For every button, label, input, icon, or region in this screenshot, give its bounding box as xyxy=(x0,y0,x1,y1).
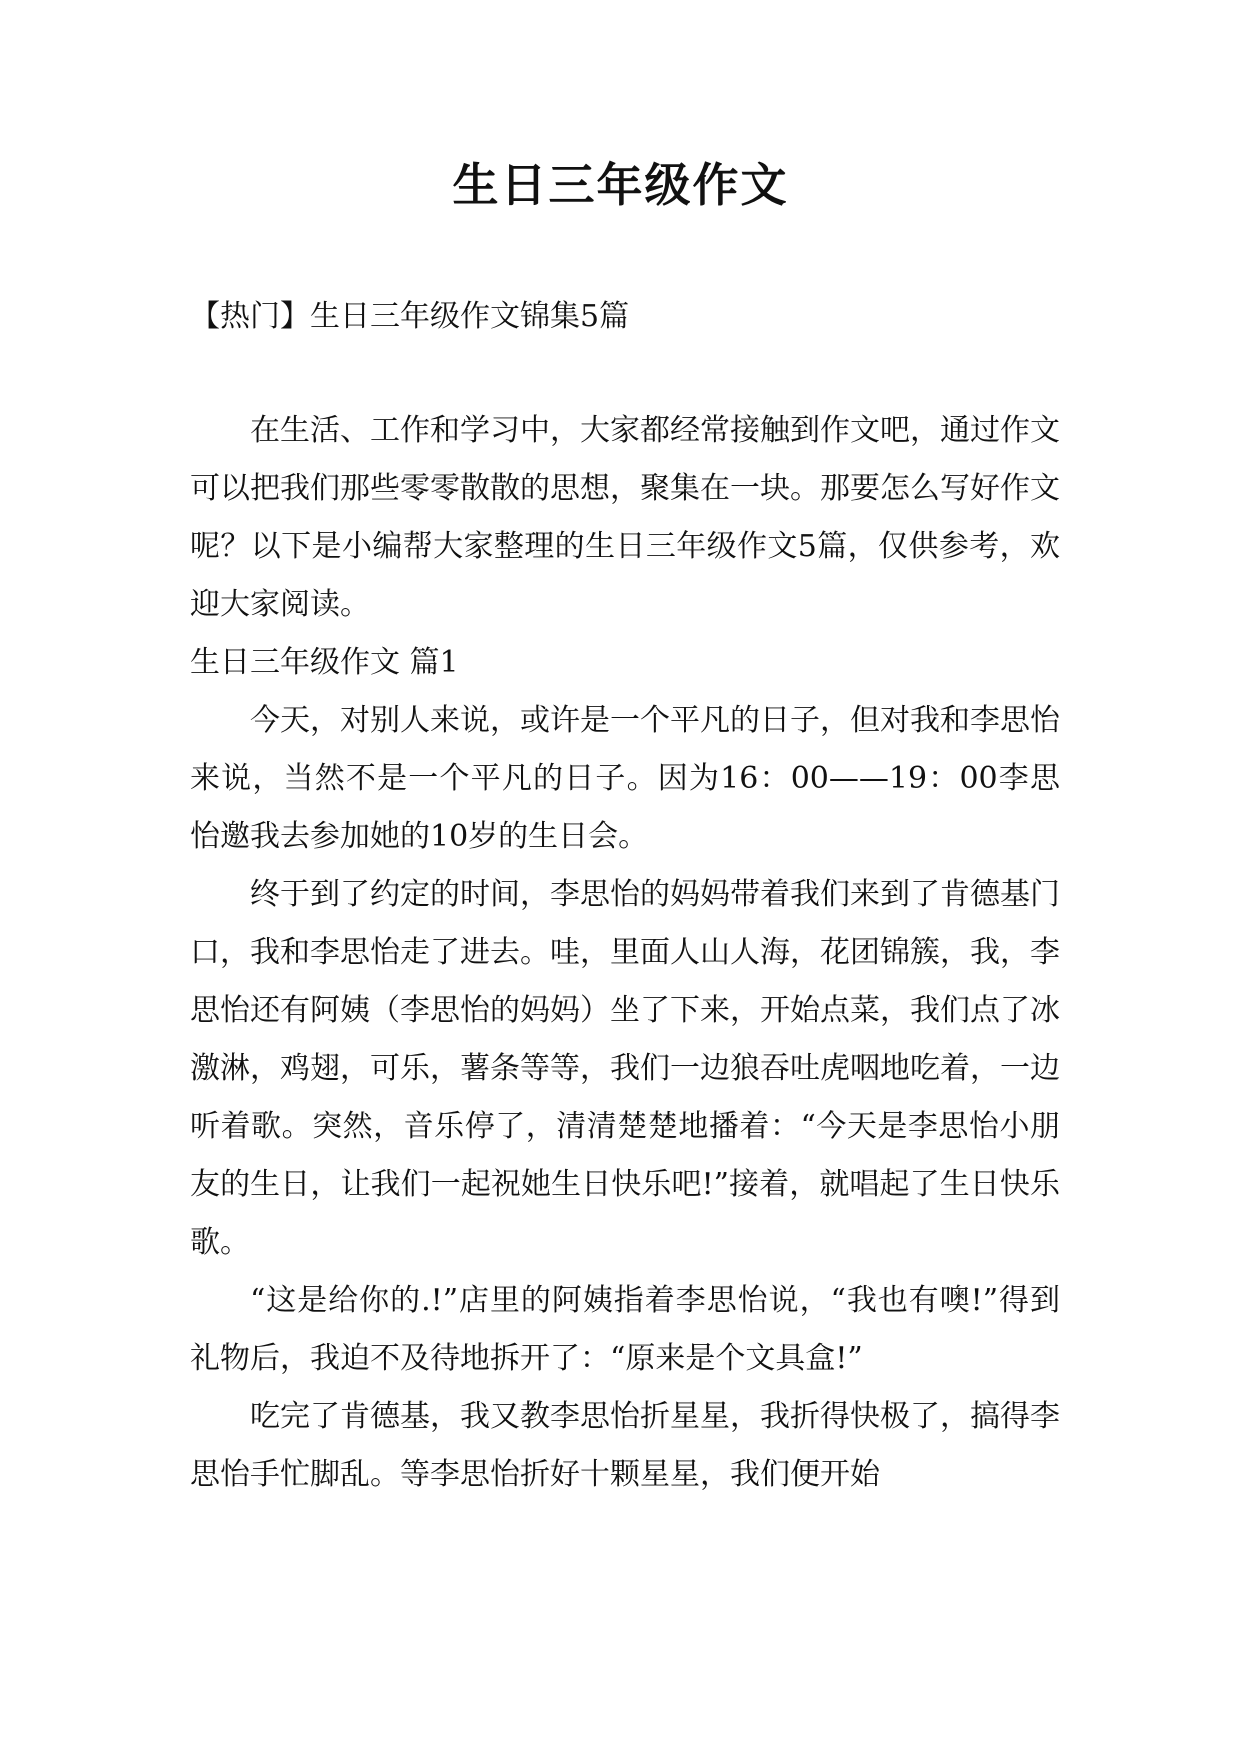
section-heading: 生日三年级作文 篇1 xyxy=(190,645,459,680)
document-title: 生日三年级作文 xyxy=(452,158,789,212)
intro-paragraph: 在生活、工作和学习中，大家都经常接触到作文吧，通过作文可以把我们那些零零散散的思想，聚集在一块。那要怎么写好作文呢？以下是小编帮大家整理的生日三年级作文5篇，仅供参考，欢迎大家阅读。 xyxy=(190,413,1060,622)
body-paragraph: 今天，对别人来说，或许是一个平凡的日子，但对我和李思怡来说，当然不是一个平凡的日子。因为16：00——19：00李思怡邀我去参加她的10岁的生日会。 xyxy=(190,703,1060,854)
body-paragraph: 吃完了肯德基，我又教李思怡折星星，我折得快极了，搞得李思怡手忙脚乱。等李思怡折好十颗星星，我们便开始 xyxy=(190,1399,1060,1492)
body-paragraph: 终于到了约定的时间，李思怡的妈妈带着我们来到了肯德基门口，我和李思怡走了进去。哇，里面人山人海，花团锦簇，我，李思怡还有阿姨（李思怡的妈妈）坐了下来，开始点菜，我们点了冰激淋，鸡翅，可乐，薯条等等，我们一边狼吞吐虎咽地吃着，一边听着歌。突然，音乐停了，清清楚楚地播着：“今天是李思怡小朋友的生日，让我们一起祝她生日快乐吧!”接着，就唱起了生日快乐歌。 xyxy=(190,877,1060,1260)
body-paragraph: “这是给你的.!”店里的阿姨指着李思怡说，“我也有噢!”得到礼物后，我迫不及待地拆开了：“原来是个文具盒!” xyxy=(190,1283,1060,1376)
document-body xyxy=(190,402,1060,1504)
document-subtitle: 【热门】生日三年级作文锦集5篇 xyxy=(190,299,630,334)
